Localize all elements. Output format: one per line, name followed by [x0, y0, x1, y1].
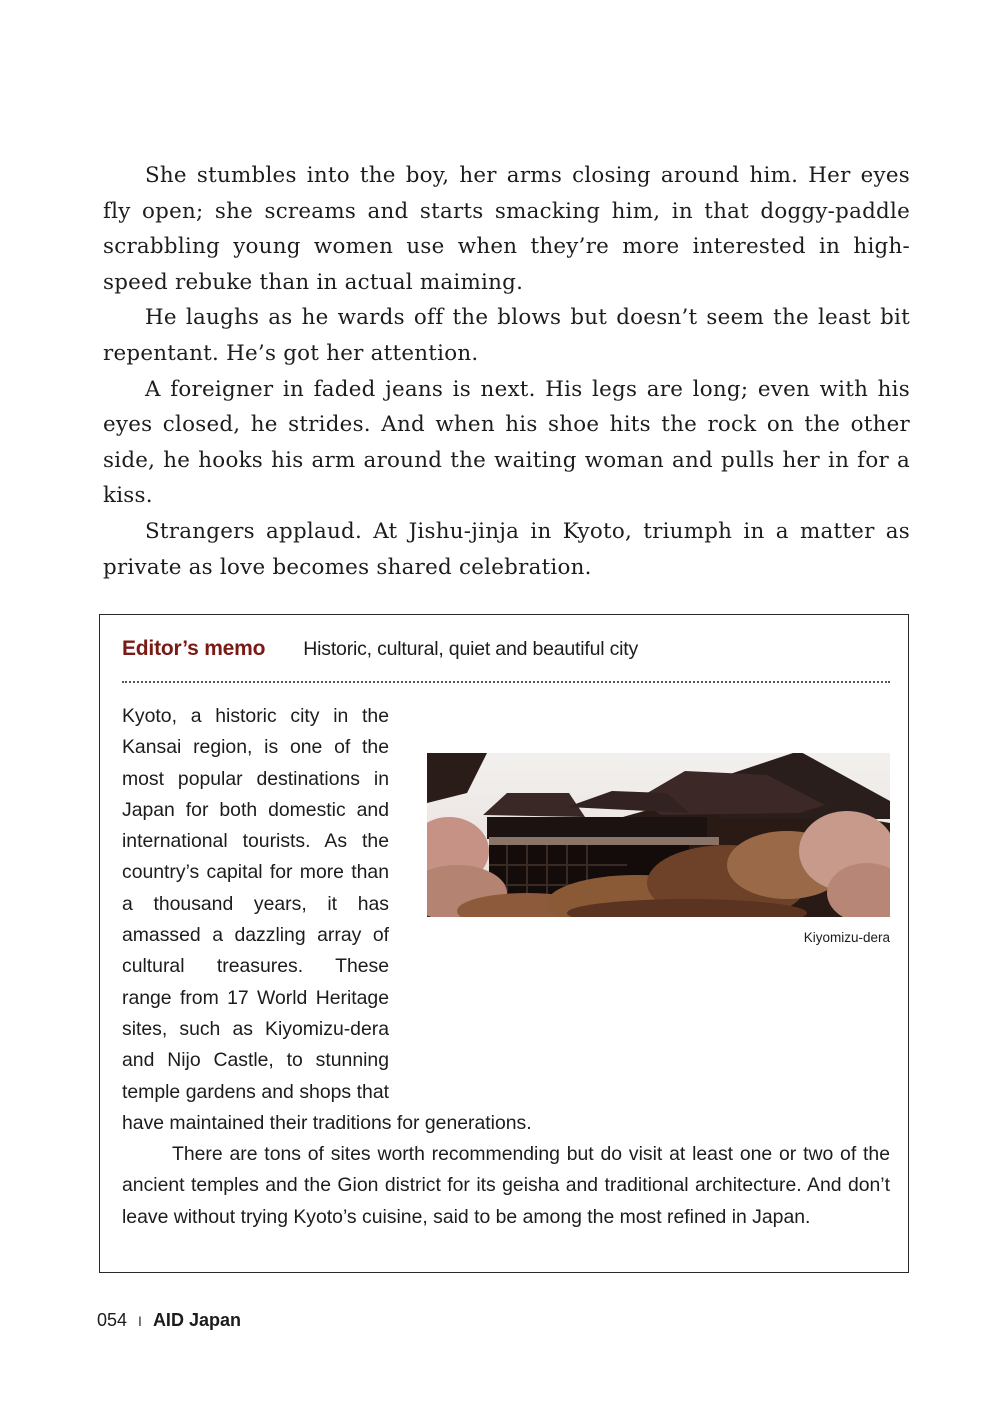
story-paragraph: A foreigner in faded jeans is next. His legs are long; even with his eyes closed, he strides. And when his shoe hits the rock on the other side, he hooks his arm around the waiting woman and pulls her in for a kiss.	[103, 376, 910, 509]
memo-paragraph: Kyoto, a historic city in the Kansai region, is one of the most popular destinations in Japan for both domestic and international tourists. As the country’s capital for more than a thousand years, it has amassed a dazzling array of cultural treasures. These range from 17 World Heritage sites, such as Kiyomizu-dera and Nijo Castle, to stunning temple gardens and shops that have maintained their traditions for generations.	[122, 705, 532, 1134]
story-text	[103, 158, 910, 585]
story-paragraph: She stumbles into the boy, her arms closing around him. Her eyes fly open; she screams and starts smacking him, in that doggy-paddle scrabbling young women use when they’re more interested in high-speed rebuke than in actual maiming.	[103, 163, 910, 295]
footer-separator: I	[138, 1313, 142, 1329]
memo-header	[122, 637, 638, 661]
publication-title: AID Japan	[152, 1310, 241, 1330]
kiyomizu-dera-photo	[427, 753, 890, 917]
photo-caption: Kiyomizu-dera	[803, 930, 890, 945]
page-footer	[97, 1310, 241, 1331]
photo-figure	[427, 753, 890, 1095]
memo-tagline: Historic, cultural, quiet and beautiful city	[303, 638, 639, 660]
dotted-divider	[122, 681, 890, 683]
page-number: 054	[97, 1310, 128, 1330]
memo-body	[122, 701, 890, 1233]
memo-label: Editor’s memo	[122, 637, 266, 660]
story-paragraph: He laughs as he wards off the blows but doesn’t seem the least bit repentant. He’s got her attention.	[103, 305, 910, 366]
story-paragraph: Strangers applaud. At Jishu-jinja in Kyoto, triumph in a matter as private as love becomes shared celebration.	[103, 518, 910, 580]
memo-paragraph: There are tons of sites worth recommending but do visit at least one or two of the ancient temples and the Gion district for its geisha and traditional architecture. And don’t leave without trying Kyoto’s cuisine, said to be among the most refined in Japan.	[122, 1143, 890, 1228]
editors-memo-box	[99, 614, 909, 1273]
